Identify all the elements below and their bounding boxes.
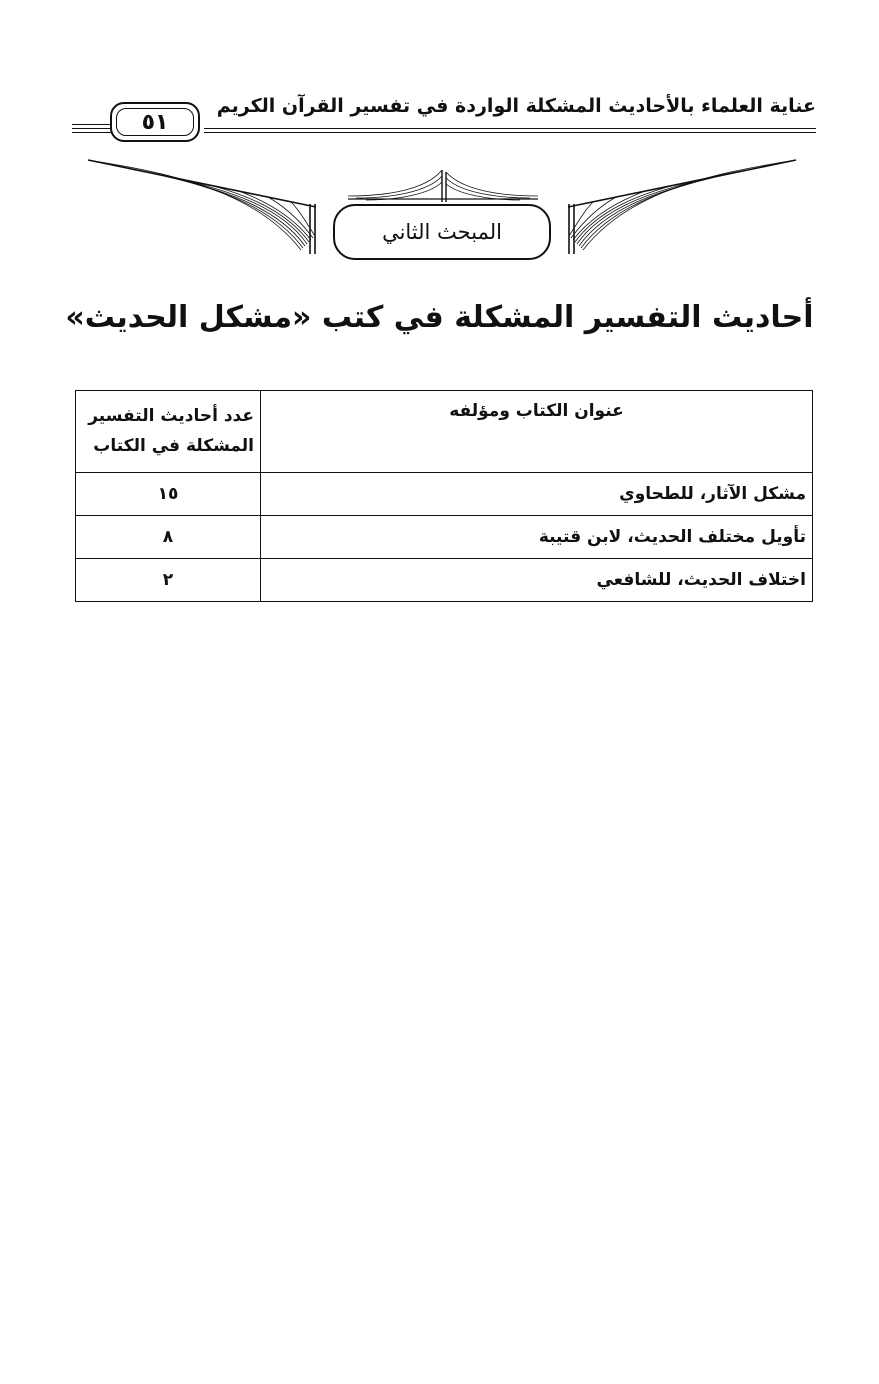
- table-header-row: [76, 391, 813, 473]
- hadith-count-cell: ٢: [76, 559, 261, 602]
- section-ornament: [86, 152, 798, 262]
- hadith-count-cell: ١٥: [76, 473, 261, 516]
- column-header-count-line1: عدد أحاديث التفسير: [88, 406, 254, 426]
- column-header-count: [76, 391, 261, 473]
- header-rule: [204, 132, 816, 133]
- books-table: [75, 390, 813, 602]
- book-title-cell: اختلاف الحديث، للشافعي: [261, 559, 813, 602]
- page-number-badge: [110, 102, 200, 142]
- hadith-count-cell: ٨: [76, 516, 261, 559]
- section-label: المبحث الثاني: [333, 204, 551, 260]
- page-heading: أحاديث التفسير المشكلة في كتب «مشكل الحديث»: [65, 300, 814, 335]
- header-rule: [72, 124, 112, 125]
- page-number: ٥١: [116, 108, 194, 136]
- column-header-count-line2: المشكلة في الكتاب: [93, 436, 254, 456]
- book-title-cell: مشكل الآثار، للطحاوي: [261, 473, 813, 516]
- book-title-cell: تأويل مختلف الحديث، لابن قتيبة: [261, 516, 813, 559]
- table-row: [76, 559, 813, 602]
- table-row: [76, 516, 813, 559]
- table-row: [76, 473, 813, 516]
- running-header: [72, 88, 816, 138]
- header-rule: [72, 132, 112, 133]
- header-rule: [204, 128, 816, 129]
- column-header-title: عنوان الكتاب ومؤلفه: [261, 391, 813, 473]
- running-header-title: عناية العلماء بالأحاديث المشكلة الواردة في تفسير القرآن الكريم: [216, 95, 816, 117]
- header-rule: [72, 128, 112, 129]
